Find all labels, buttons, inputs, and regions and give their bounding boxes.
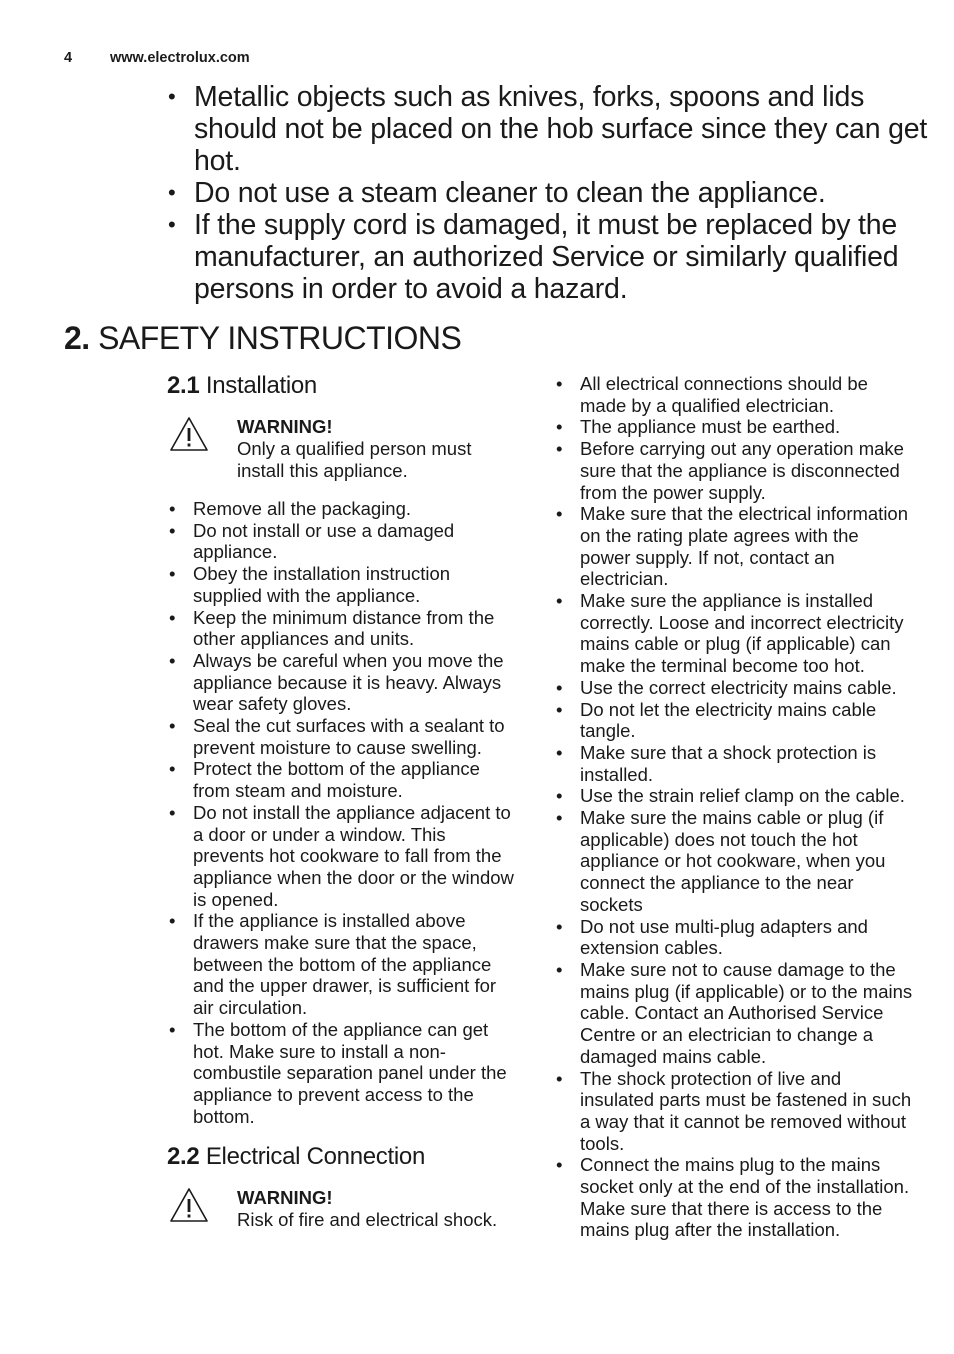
list-item: • Connect the mains plug to the mains socket only at the end of the installation. Make sure that there is access to the mains plug after the installation. xyxy=(554,1154,914,1241)
warning-triangle-icon xyxy=(169,1187,209,1223)
warning-title: WARNING! xyxy=(237,1187,333,1208)
list-item: • Do not use a steam cleaner to clean the appliance. xyxy=(168,177,928,209)
list-item: • Obey the installation instruction supplied with the appliance. xyxy=(167,563,519,606)
warning-triangle-icon xyxy=(169,416,209,452)
list-item: • Make sure that a shock protection is installed. xyxy=(554,742,914,785)
list-item: • If the appliance is installed above drawers make sure that the space, between the bottom of the appliance and the upper drawer, is sufficient for air circulation. xyxy=(167,910,519,1019)
list-item: • Do not install the appliance adjacent to a door or under a window. This prevents hot cookware to fall from the appliance when the door or the window is opened. xyxy=(167,802,519,911)
header-url: www.electrolux.com xyxy=(110,50,250,66)
section-title-text: SAFETY INSTRUCTIONS xyxy=(98,320,462,356)
list-item: • Make sure the appliance is installed correctly. Loose and incorrect electricity mains cable or plug (if applicable) can make the terminal become too hot. xyxy=(554,590,914,677)
list-item: • Use the strain relief clamp on the cable. xyxy=(554,785,914,807)
section-number: 2. xyxy=(64,320,90,356)
list-item: • If the supply cord is damaged, it must be replaced by the manufacturer, an authorized Service or similarly qualified persons in order to avoid a hazard. xyxy=(168,209,928,305)
subsection-title-text: Electrical Connection xyxy=(205,1143,425,1170)
page-number: 4 xyxy=(64,50,73,66)
list-item: • Always be careful when you move the appliance because it is heavy. Always wear safety gloves. xyxy=(167,650,519,715)
list-item: • Metallic objects such as knives, forks, spoons and lids should not be placed on the hob surface since they can get hot. xyxy=(168,81,928,177)
list-item: • Do not install or use a damaged appliance. xyxy=(167,520,519,563)
list-item: • Before carrying out any operation make sure that the appliance is disconnected from the power supply. xyxy=(554,438,914,503)
subsection-title-text: Installation xyxy=(205,372,317,399)
page-header xyxy=(64,50,250,66)
subsection-title-installation xyxy=(167,371,317,401)
subsection-number: 2.1 xyxy=(167,372,200,399)
list-item: • Make sure the mains cable or plug (if applicable) does not touch the hot appliance or hot cookware, when you connect the appliance to the near sockets xyxy=(554,807,914,916)
list-item: • Keep the minimum distance from the other appliances and units. xyxy=(167,607,519,650)
list-item: • The shock protection of live and insulated parts must be fastened in such a way that it cannot be removed without tools. xyxy=(554,1068,914,1155)
continued-bullet-list xyxy=(168,81,928,305)
warning-title: WARNING! xyxy=(237,416,333,437)
subsection-title-electrical xyxy=(167,1142,425,1172)
section-title xyxy=(64,318,461,358)
list-item: • Do not use multi-plug adapters and extension cables. xyxy=(554,916,914,959)
electrical-list xyxy=(554,373,914,1241)
list-item: • Make sure not to cause damage to the mains plug (if applicable) or to the mains cable. Contact an Authorised Service Centre or an electrician to change a damaged mains cable. xyxy=(554,959,914,1068)
warning-text: Risk of fire and electrical shock. xyxy=(237,1209,498,1230)
list-item: • Protect the bottom of the appliance from steam and moisture. xyxy=(167,758,519,801)
list-item: • Do not let the electricity mains cable tangle. xyxy=(554,699,914,742)
list-item: • Remove all the packaging. xyxy=(167,498,519,520)
list-item: • All electrical connections should be made by a qualified electrician. xyxy=(554,373,914,416)
list-item: • Use the correct electricity mains cable. xyxy=(554,677,914,699)
list-item: • The bottom of the appliance can get hot. Make sure to install a non-combustile separation panel under the appliance to prevent access to the bottom. xyxy=(167,1019,519,1128)
installation-list xyxy=(167,498,519,1127)
list-item: • Seal the cut surfaces with a sealant to prevent moisture to cause swelling. xyxy=(167,715,519,758)
subsection-number: 2.2 xyxy=(167,1143,200,1170)
list-item: • The appliance must be earthed. xyxy=(554,416,914,438)
list-item: • Make sure that the electrical information on the rating plate agrees with the power supply. If not, contact an electrician. xyxy=(554,503,914,590)
warning-text: Only a qualified person must install this appliance. xyxy=(237,438,472,481)
